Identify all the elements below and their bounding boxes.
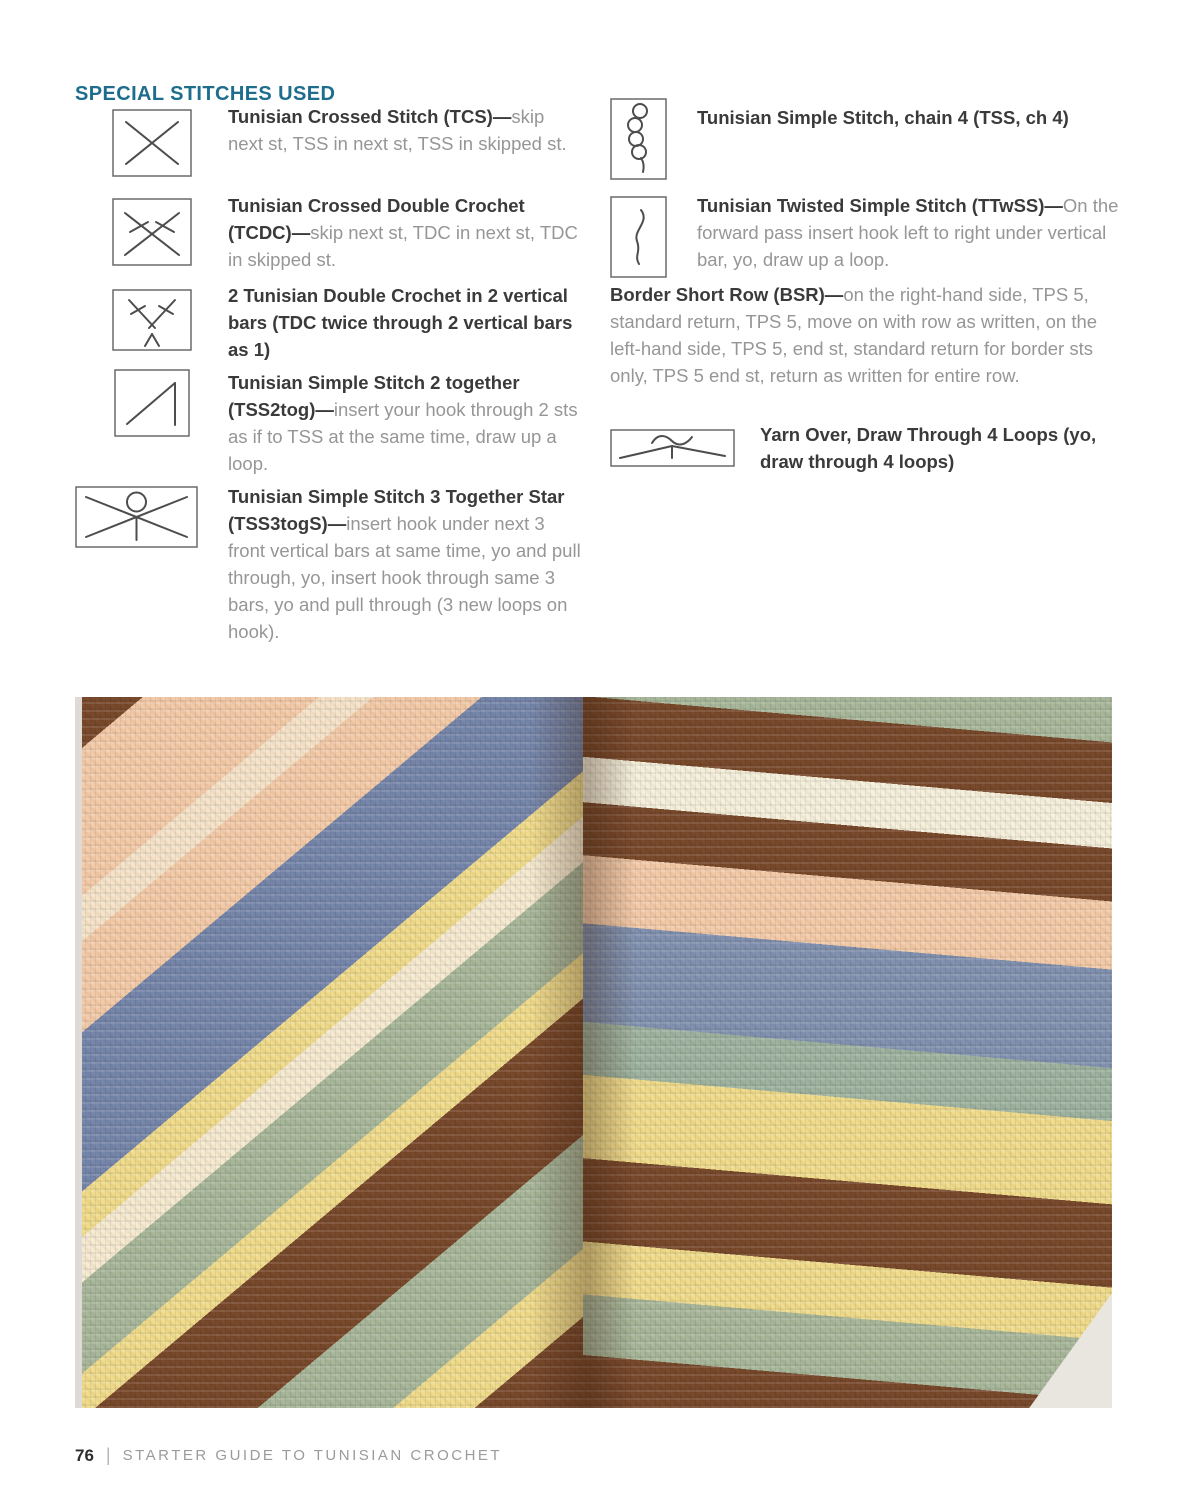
stitch-name: 2 Tunisian Double Crochet in 2 vertical bars (TDC twice through 2 vertical bars as 1): [228, 285, 573, 360]
blanket-right-panel: [583, 697, 1112, 1408]
stitch-desc: on the right-hand side, TPS 5, standard return, TPS 5, move on with row as written, on the left-hand side, TPS 5, end st, standard return for border sts only, TPS 5 end st, return as written for entire row.: [610, 284, 1098, 386]
tcdc-symbol-icon: [112, 198, 192, 266]
fold-shadow: [531, 697, 635, 1408]
stitch-desc: skip next st, TSS in next st, TSS in skipped st.: [228, 106, 567, 154]
stitch-entry-yo4: [760, 421, 1120, 475]
stitch-entry-bsr: [610, 281, 1118, 389]
page-footer: [75, 1445, 502, 1466]
tss2tog-symbol-icon: [114, 369, 190, 437]
stitch-desc: On the forward pass insert hook left to right under vertical bar, yo, draw up a loop.: [697, 195, 1119, 270]
stitch-entry-tss2tog: [228, 369, 584, 477]
stitch-entry-tss3togs: [228, 483, 584, 645]
ttwss-symbol-icon: [610, 196, 667, 278]
stitch-entry-tcs: [228, 103, 584, 157]
stitch-entry-ttwss: [697, 192, 1137, 273]
stitch-entry-tss-ch4: [697, 104, 1137, 131]
wall-edge-strip: [75, 697, 82, 1408]
stitch-desc: insert your hook through 2 sts as if to TSS at the same time, draw up a loop.: [228, 399, 578, 474]
book-title: STARTER GUIDE TO TUNISIAN CROCHET: [122, 1447, 503, 1464]
yo4-symbol-icon: [610, 429, 735, 467]
footer-divider: |: [105, 1445, 111, 1465]
stitch-entry-tdc2: [228, 282, 584, 363]
tdc2-symbol-icon: [112, 289, 192, 351]
blanket-left-panel: [75, 697, 583, 1408]
stitch-name: Tunisian Simple Stitch, chain 4 (TSS, ch 4): [697, 107, 1069, 128]
stitch-name: Tunisian Twisted Simple Stitch (TTwSS)—: [697, 195, 1063, 216]
section-title: SPECIAL STITCHES USED: [75, 83, 336, 106]
stitch-name: Tunisian Simple Stitch 2 together (TSS2tog)—: [228, 372, 520, 420]
blanket-photo: [75, 697, 1112, 1408]
tss3togs-symbol-icon: [75, 486, 198, 548]
stitch-desc: skip next st, TDC in next st, TDC in skipped st.: [228, 222, 578, 270]
stitch-name: Tunisian Crossed Stitch (TCS)—: [228, 106, 512, 127]
stitch-name: Border Short Row (BSR)—: [610, 284, 844, 305]
tss-ch4-symbol-icon: [610, 98, 667, 180]
page-number: 76: [75, 1445, 94, 1465]
stitch-name: Tunisian Simple Stitch 3 Together Star (TSS3togS)—: [228, 486, 565, 534]
stitch-name: Tunisian Crossed Double Crochet (TCDC)—: [228, 195, 525, 243]
stitch-desc: insert hook under next 3 front vertical bars at same time, yo and pull through, yo, insert hook through same 3 bars, yo and pull through (3 new loops on hook).: [228, 513, 581, 642]
stitch-name: Yarn Over, Draw Through 4 Loops (yo, draw through 4 loops): [760, 424, 1097, 472]
tcs-symbol-icon: [112, 109, 192, 177]
stitch-entry-tcdc: [228, 192, 584, 273]
